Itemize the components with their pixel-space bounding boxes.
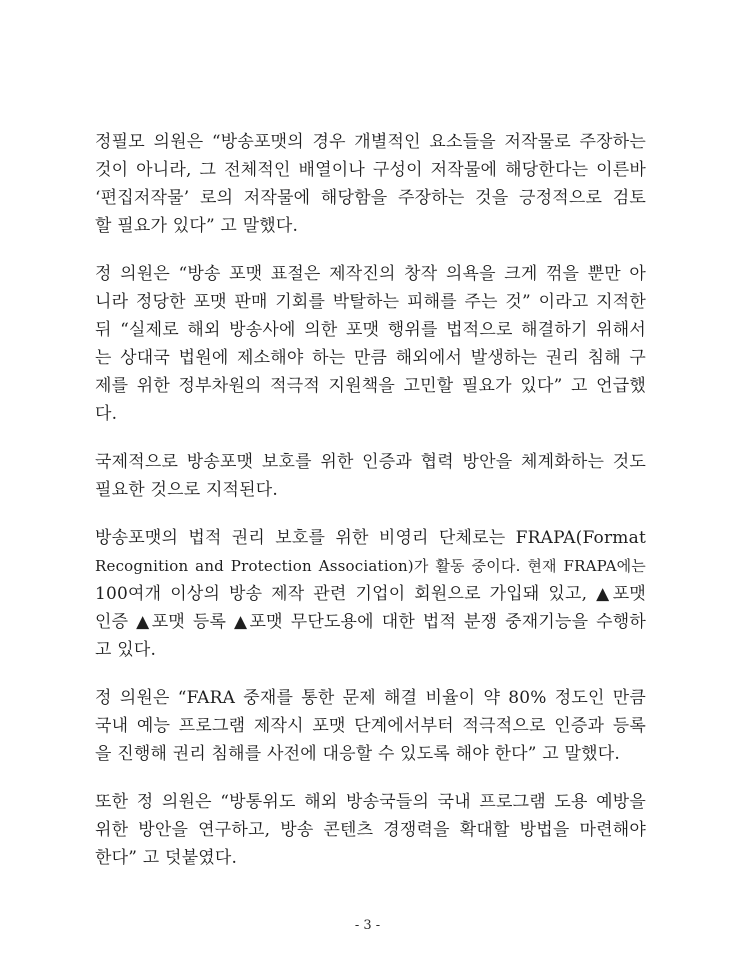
text-line: 을 진행해 권리 침해를 사전에 대응할 수 있도록 해야 한다” 고 말했다. [95, 744, 620, 764]
text-line: 국내 예능 프로그램 제작시 포맷 단계에서부터 적극적으로 인증과 등록 [95, 716, 646, 736]
text-line: 위한 방안을 연구하고, 방송 콘텐츠 경쟁력을 확대할 방법을 마련해야 [95, 820, 646, 840]
text-line: 100여개 이상의 방송 제작 관련 기업이 회원으로 가입돼 있고, ▲포맷 [95, 584, 646, 604]
document-body [95, 128, 646, 892]
text-line: 정 의원은 “방송 포맷 표절은 제작진의 창작 의욕을 크게 꺾을 뿐만 아 [95, 264, 646, 284]
paragraph [95, 260, 646, 428]
paragraph [95, 524, 646, 664]
text-line: 다. [95, 404, 118, 424]
text-line: 인증 ▲포맷 등록 ▲포맷 무단도용에 대한 법적 분쟁 중재기능을 수행하 [95, 612, 646, 632]
text-line: 필요한 것으로 지적된다. [95, 480, 279, 500]
text-line: 한다” 고 덧붙였다. [95, 848, 238, 868]
text-line: 국제적으로 방송포맷 보호를 위한 인증과 협력 방안을 체계화하는 것도 [95, 452, 646, 472]
text-line: 제를 위한 정부차원의 적극적 지원책을 고민할 필요가 있다” 고 언급했 [95, 376, 646, 396]
text-line: 는 상대국 법원에 제소해야 하는 만큼 해외에서 발생하는 권리 침해 구 [95, 348, 646, 368]
paragraph [95, 128, 646, 240]
text-line: 또한 정 의원은 “방통위도 해외 방송국들의 국내 프로그램 도용 예방을 [95, 792, 646, 812]
paragraph [95, 788, 646, 872]
text-line: 것이 아니라, 그 전체적인 배열이나 구성이 저작물에 해당한다는 이른바 [95, 160, 646, 180]
text-line: 뒤 “실제로 해외 방송사에 의한 포맷 행위를 법적으로 해결하기 위해서 [95, 320, 646, 340]
text-line: 정 의원은 “FARA 중재를 통한 문제 해결 비율이 약 80% 정도인 만큼 [95, 688, 646, 708]
page-number: - 3 - [354, 918, 381, 933]
text-line: 고 있다. [95, 640, 157, 660]
text-line: ‘편집저작물’ 로의 저작물에 해당함을 주장하는 것을 긍정적으로 검토 [95, 188, 646, 208]
paragraph [95, 684, 646, 768]
paragraph [95, 448, 646, 504]
text-line: 방송포맷의 법적 권리 보호를 위한 비영리 단체로는 FRAPA(Format [95, 528, 646, 548]
text-line: Recognition and Protection Association)가 활동 중이다. 현재 FRAPA에는 [95, 557, 646, 575]
text-line: 니라 정당한 포맷 판매 기회를 박탈하는 피해를 주는 것” 이라고 지적한 [95, 292, 646, 312]
text-line: 정필모 의원은 “방송포맷의 경우 개별적인 요소들을 저작물로 주장하는 [95, 132, 646, 152]
text-line: 할 필요가 있다” 고 말했다. [95, 216, 299, 236]
